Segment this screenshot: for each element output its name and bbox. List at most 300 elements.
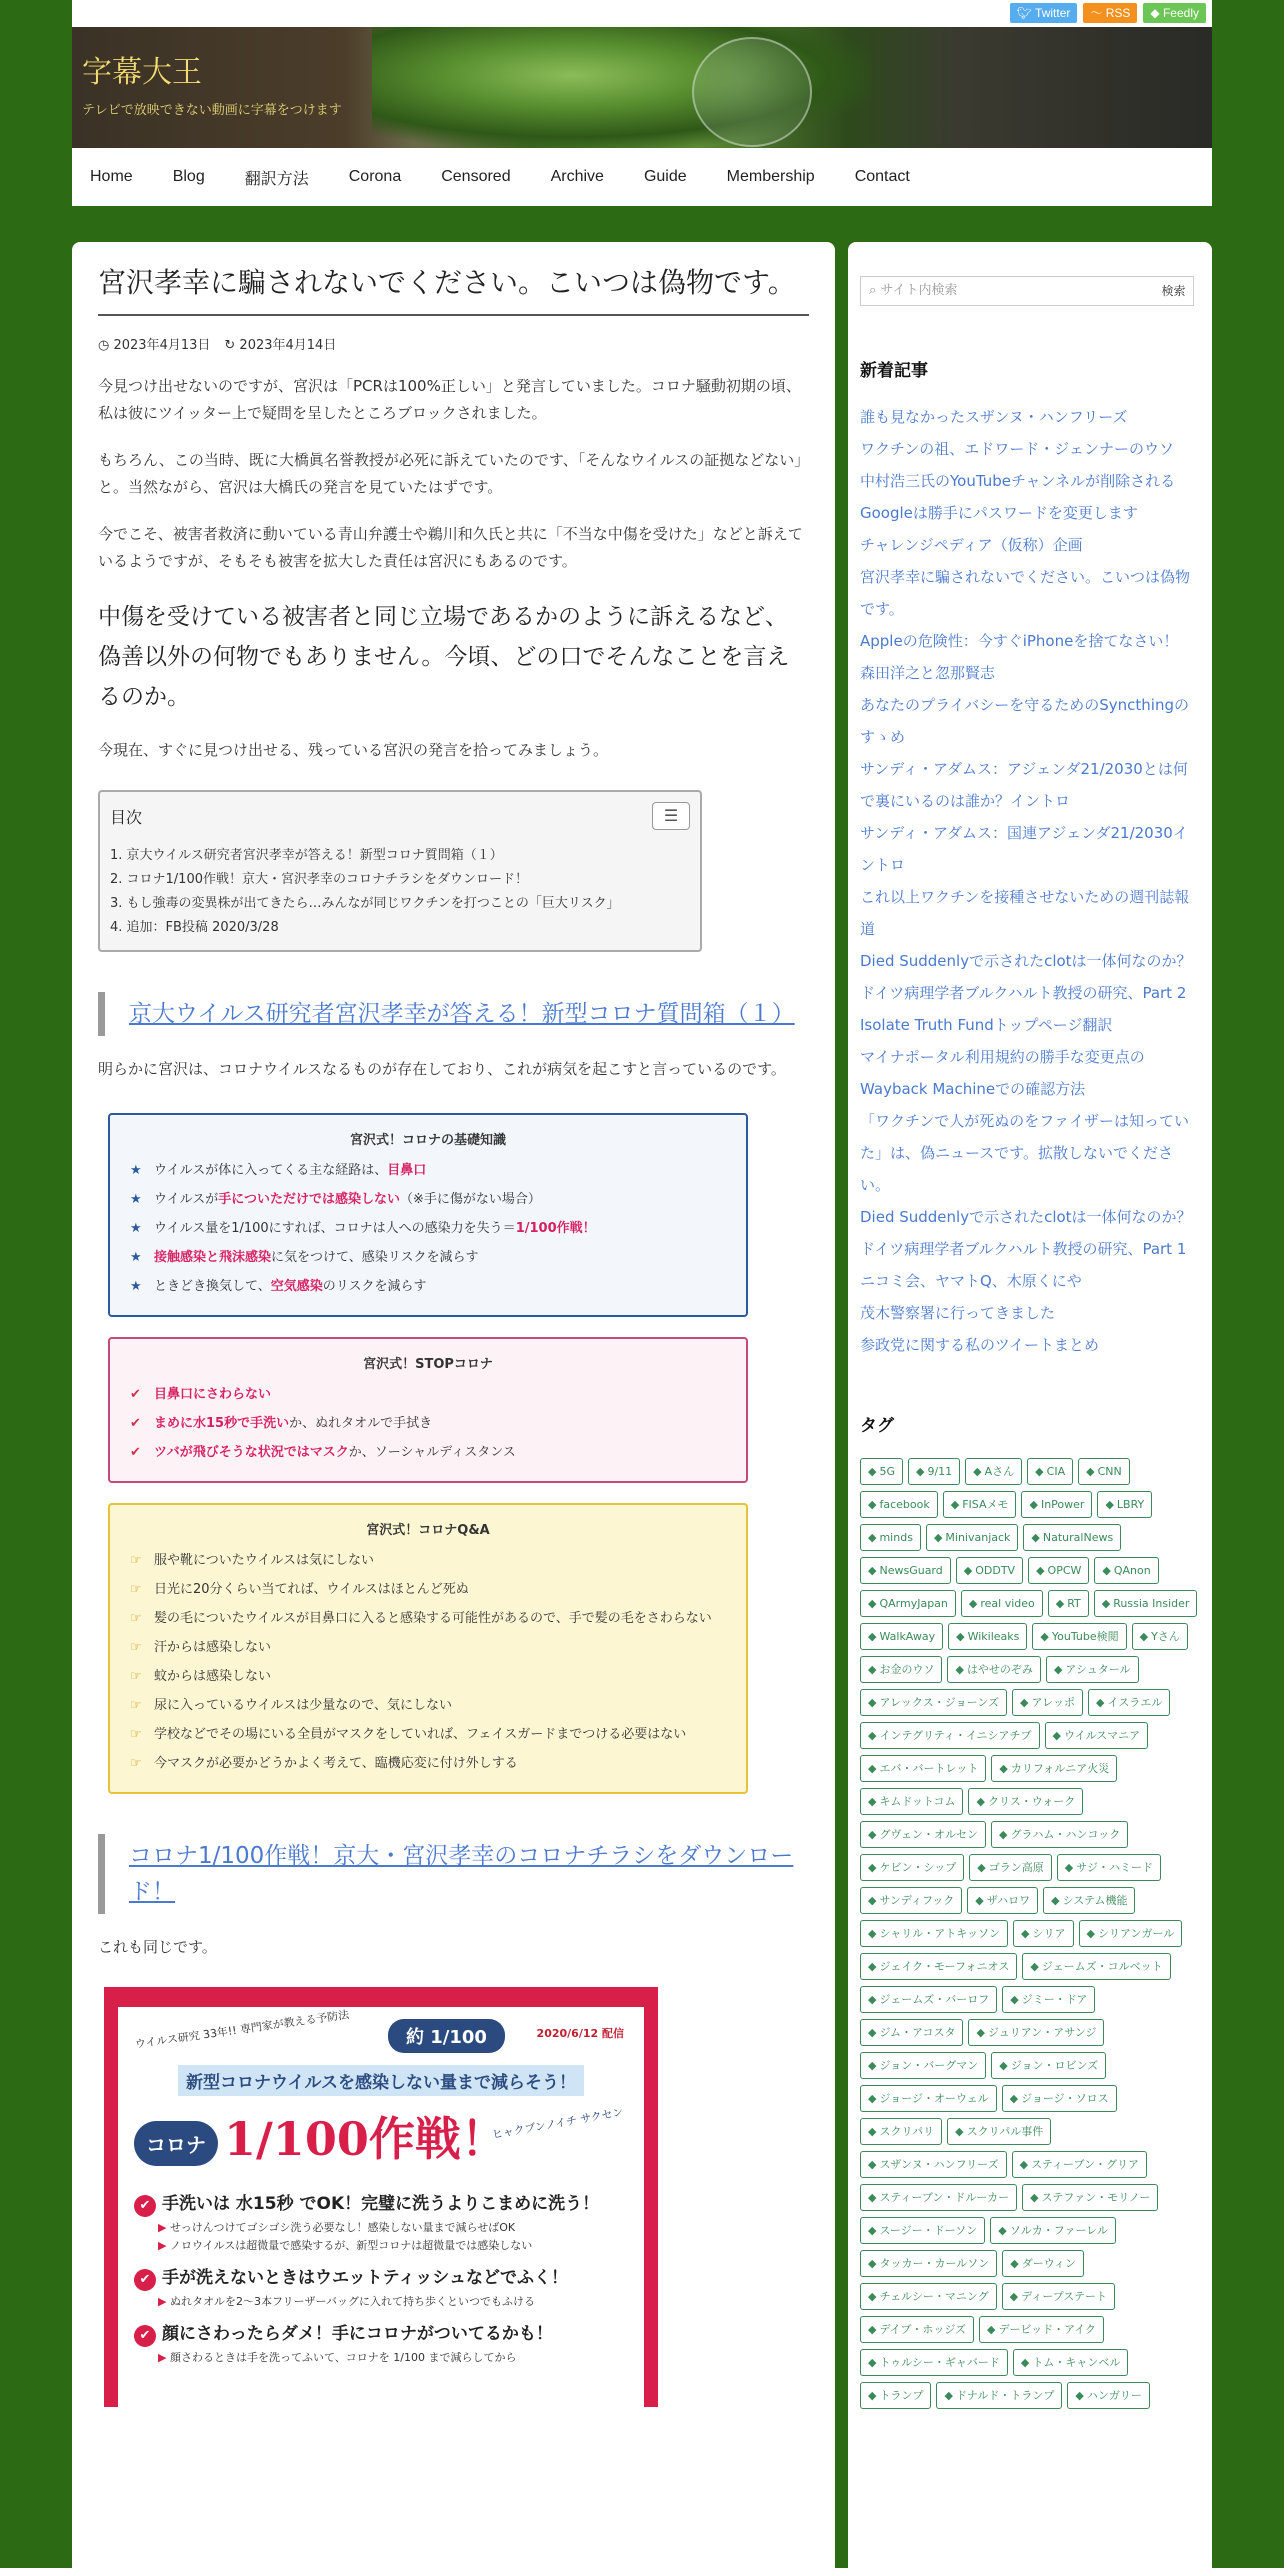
twitter-link[interactable] (1010, 3, 1078, 23)
flyer-kana: ヒャクブンノイチ サクセン (490, 2105, 625, 2142)
tag-label: QAnon (1113, 1564, 1151, 1577)
tag-label: グラハム・ハンコック (1010, 1828, 1121, 1841)
recent-post-link[interactable]: 「ワクチンで人が死ぬのをファイザーは知っていた」は、偽ニュースです。拡散しないでください。 (860, 1112, 1189, 1194)
tag-icon: ◆ (950, 1498, 960, 1511)
tag-icon: ◆ (1086, 1465, 1095, 1478)
tag-link[interactable] (860, 2283, 997, 2310)
article (72, 242, 835, 2568)
tag-link[interactable] (1002, 2250, 1084, 2277)
list-item (130, 1633, 726, 1662)
tag-link[interactable] (908, 1458, 960, 1485)
tag-label: ジェイク・モーフォニオス (879, 1960, 1010, 1973)
recent-post-link[interactable]: 誰も見なかったスザンヌ・ハンフリーズ (860, 408, 1128, 426)
published-date-text: 2023年4月13日 (113, 338, 211, 353)
tag-link[interactable] (1021, 1491, 1092, 1518)
tag-icon: ◆ (1052, 1729, 1061, 1742)
item-emphasis: 目鼻口 (387, 1163, 427, 1178)
toc-toggle-button[interactable] (652, 802, 690, 830)
item-text: 日光に20分くらい当てれば、ウイルスはほとんど死ぬ (154, 1582, 469, 1597)
paragraph-3: 今でこそ、被害者救済に動いている青山弁護士や鵜川和久氏と共に「不当な中傷を受けた」などと訴えているようですが、そもそも被害を拡大した責任は宮沢にもあるのです。 (98, 525, 803, 570)
item-emphasis: 空気感染 (270, 1279, 323, 1294)
tag-link[interactable] (936, 2382, 1062, 2409)
tag-link[interactable] (860, 1491, 938, 1518)
tag-label: タッカー・カールソン (879, 2257, 990, 2270)
item-emphasis: 1/100作戦！ (515, 1221, 596, 1236)
list-item (130, 1604, 726, 1633)
tag-link[interactable] (860, 1821, 986, 1848)
qa-list (130, 1546, 726, 1778)
tag-label: トランプ (879, 2389, 924, 2402)
tag-icon: ◆ (868, 2356, 877, 2369)
list-item (130, 1749, 726, 1778)
recent-post-link[interactable]: Appleの危険性：今すぐiPhoneを捨てなさい！ (860, 632, 1179, 650)
item-text: （※手に傷がない場合） (399, 1192, 541, 1207)
tag-link[interactable] (1012, 1689, 1083, 1716)
nav-corona[interactable]: Corona (348, 168, 402, 185)
tag-label: minds (879, 1531, 913, 1544)
search-placeholder: サイト内検索 (880, 283, 958, 298)
tag-icon: ◆ (976, 2026, 985, 2039)
tag-label: イスラエル (1107, 1696, 1163, 1709)
tag-label: ディープステート (1021, 2290, 1108, 2303)
recent-post-link[interactable]: Died Suddenlyで示されたclotは一体何なのか？ドイツ病理学者ブルクハルト教授の研究、Part 1 (860, 1208, 1192, 1258)
list-item (130, 1662, 726, 1691)
item-text: 髪の毛についたウイルスが目鼻口に入ると感染する可能性があるので、手で髪の毛をさわらない (154, 1611, 712, 1626)
tag-link[interactable] (860, 1953, 1017, 1980)
tag-link[interactable] (860, 1920, 1008, 1947)
tag-label: トム・キャンベル (1032, 2356, 1121, 2369)
tag-link[interactable] (1057, 1854, 1161, 1881)
tag-link[interactable] (1094, 1557, 1158, 1584)
tag-link[interactable] (926, 1524, 1018, 1551)
tag-icon: ◆ (868, 1729, 877, 1742)
tag-icon: ◆ (1086, 1927, 1095, 1940)
tag-link[interactable] (1043, 1887, 1135, 1914)
tag-icon: ◆ (1101, 1597, 1111, 1610)
paragraph-4: 今現在、すぐに見つけ出せる、残っている宮沢の発言を拾ってみましょう。 (98, 741, 609, 759)
tag-label: FISAメモ (962, 1498, 1009, 1511)
list-item (130, 1691, 726, 1720)
tag-icon: ◆ (916, 1465, 925, 1478)
nav-translation[interactable]: 翻訳方法 (244, 170, 309, 188)
tag-label: スージー・ドーソン (879, 2224, 978, 2237)
rss-link[interactable] (1083, 3, 1137, 23)
flyer-note (158, 2237, 532, 2253)
flyer-corona-badge: コロナ (134, 2121, 218, 2166)
lead-heading: 中傷を受けている被害者と同じ立場であるかのように訴えるなど、偽善以外の何物でもありません。今頃、どの口でそんなことを言えるのか。 (98, 604, 790, 710)
item-emphasis: 手についただけでは感染しない (218, 1192, 400, 1207)
site-title[interactable]: 字幕大王 (82, 55, 202, 90)
list-item (130, 1575, 726, 1604)
tag-label: サンディフック (879, 1894, 955, 1907)
flyer-point-text: 手洗いは 水15秒 でOK！完璧に洗うよりこまめに洗う！ (162, 2194, 600, 2214)
flyer-note-text: 顔さわるときは手を洗ってふいて、コロナを 1/100 まで減らしてから (169, 2351, 517, 2364)
tag-link[interactable] (860, 2250, 997, 2277)
recent-post-link[interactable]: サンディ・アダムス：国連アジェンダ21/2030イントロ (860, 824, 1188, 874)
tag-link[interactable] (1046, 1656, 1139, 1683)
check-circle-icon: ✔ (130, 1416, 141, 1431)
item-emphasis: 接触感染と飛沫感染 (154, 1250, 272, 1265)
check-icon: ✔ (134, 2195, 156, 2217)
tag-label: InPower (1040, 1498, 1085, 1511)
item-text: ウイルス量を1/100にすれば、コロナは人への感染力を失う＝ (154, 1221, 516, 1236)
tag-link[interactable] (947, 1656, 1040, 1683)
tag-icon: ◆ (1035, 1465, 1044, 1478)
star-icon: ★ (130, 1163, 142, 1178)
tag-link[interactable] (860, 1590, 956, 1617)
tag-link[interactable] (991, 2052, 1106, 2079)
star-icon: ★ (130, 1250, 142, 1265)
tag-link[interactable] (860, 1689, 1007, 1716)
tag-icon: ◆ (999, 1762, 1008, 1775)
tag-link[interactable] (860, 1854, 964, 1881)
flyer-point (134, 2319, 553, 2347)
tag-icon: ◆ (1053, 1663, 1063, 1676)
tag-label: ジョン・バーグマン (879, 2059, 979, 2072)
tag-label: Minivanjack (945, 1531, 1011, 1544)
recent-post-link[interactable]: マイナポータル利用規約の勝手な変更点のWayback Machineでの確認方法 (860, 1048, 1145, 1098)
pointing-hand-icon: ☞ (130, 1640, 142, 1655)
flyer-note-text: ぬれタオルを2〜3本フリーザーバッグに入れて持ち歩くといつでもふける (169, 2295, 535, 2308)
tag-icon: ◆ (868, 2191, 877, 2204)
star-icon: ★ (130, 1221, 142, 1236)
section-heading-1-link[interactable]: 京大ウイルス研究者宮沢孝幸が答える！新型コロナ質問箱（１） (129, 1001, 795, 1027)
tag-label: NaturalNews (1042, 1531, 1114, 1544)
tag-label: アシュタール (1065, 1663, 1131, 1676)
recent-post-link[interactable]: 森田洋之と忽那賢志 (860, 664, 996, 682)
tag-link[interactable] (1078, 1458, 1130, 1485)
item-text: 今マスクが必要かどうかよく考えて、臨機応変に付け外しする (154, 1756, 518, 1771)
tag-icon: ◆ (1021, 1927, 1030, 1940)
tag-label: シャリル・アトキッソン (879, 1927, 1001, 1940)
tag-label: チェルシー・マニング (879, 2290, 989, 2303)
tag-link[interactable] (1088, 1689, 1170, 1716)
paragraph-2: もちろん、この当時、既に大橋眞名誉教授が必死に訴えていたのです、「そんなウイルスの証拠などない」と。当然ながら、宮沢は大橋氏の発言を見ていたはずです。 (98, 451, 802, 496)
tag-link[interactable] (860, 1887, 962, 1914)
tag-link[interactable] (1022, 2184, 1158, 2211)
basic-knowledge-box (108, 1113, 748, 1317)
tag-label: real video (980, 1597, 1035, 1610)
tag-label: デイブ・ホッジズ (879, 2323, 967, 2336)
flyer-note-text: せっけんつけてゴシゴシ洗う必要なし！感染しない量まで減らせばOK (169, 2221, 516, 2234)
tag-link[interactable] (947, 2118, 1051, 2145)
tag-link[interactable] (860, 1755, 986, 1782)
paragraph-6: これも同じです。 (98, 1938, 217, 1956)
item-text: 蚊からは感染しない (154, 1669, 272, 1684)
nav-guide[interactable]: Guide (643, 168, 687, 185)
tag-link[interactable] (968, 2019, 1104, 2046)
tag-link[interactable] (1027, 1458, 1073, 1485)
tag-label: OPCW (1047, 1564, 1082, 1577)
tag-icon: ◆ (1030, 2191, 1039, 2204)
tag-link[interactable] (991, 1821, 1128, 1848)
tag-label: Russia Insider (1113, 1597, 1190, 1610)
tag-link[interactable] (1032, 1623, 1126, 1650)
tag-icon: ◆ (933, 1531, 943, 1544)
recent-post-link[interactable]: ワクチンの祖、エドワード・ジェンナーのウソ (860, 440, 1174, 458)
tag-label: スクリパリ (879, 2125, 935, 2138)
search-input[interactable] (860, 276, 1155, 306)
tag-label: スティーブン・ドルーカー (879, 2191, 1010, 2204)
tag-link[interactable] (1028, 1557, 1089, 1584)
tag-link[interactable] (1079, 1920, 1183, 1947)
tag-icon: ◆ (973, 1465, 982, 1478)
tag-label: アレッポ (1031, 1696, 1075, 1709)
tag-label: デービッド・アイク (998, 2323, 1096, 2336)
top-bar (72, 0, 1212, 27)
list-item (130, 1272, 726, 1301)
star-icon: ★ (130, 1279, 142, 1294)
toc-item[interactable]: 4. 追加：FB投稿 2020/3/28 (110, 920, 279, 935)
tag-label: ケビン・シップ (879, 1861, 957, 1874)
tag-icon: ◆ (955, 1663, 964, 1676)
item-emphasis: ツバが飛びそうな状況ではマスク (154, 1445, 349, 1460)
toc-title: 目次 (110, 807, 143, 827)
tag-link[interactable] (860, 2118, 942, 2145)
tag-link[interactable] (860, 2184, 1017, 2211)
tag-icon: ◆ (977, 1861, 986, 1874)
tag-link[interactable] (990, 2217, 1116, 2244)
nav-blog[interactable]: Blog (172, 168, 205, 185)
item-text: 学校などでその場にいる全員がマスクをしていれば、フェイスガードまでつける必要はない (154, 1727, 687, 1742)
tag-label: NewsGuard (879, 1564, 943, 1577)
list-item (130, 1156, 726, 1185)
feedly-link[interactable] (1143, 3, 1206, 23)
tag-link[interactable] (1012, 2151, 1147, 2178)
tag-link[interactable] (860, 1524, 921, 1551)
tag-link[interactable] (1013, 1920, 1073, 1947)
item-text: に気をつけて、感染リスクを減らす (271, 1250, 479, 1265)
check-circle-icon: ✔ (130, 1387, 141, 1402)
post-title: 宮沢孝幸に騙されないでください。こいつは偽物です。 (98, 260, 809, 316)
item-emphasis: まめに水15秒で手洗い (154, 1416, 290, 1431)
flyer-point-text: 顔にさわったらダメ！手にコロナがついてるかも！ (162, 2324, 553, 2344)
tag-icon: ◆ (868, 1960, 877, 1973)
triangle-icon: ▶ (158, 2351, 170, 2364)
nav-home[interactable]: Home (90, 168, 133, 185)
pointing-hand-icon: ☞ (130, 1553, 142, 1568)
tag-label: WalkAway (879, 1630, 936, 1643)
tag-label: グヴェン・オルセン (879, 1828, 979, 1841)
tag-link[interactable] (860, 1458, 903, 1485)
tag-icon: ◆ (1019, 2158, 1029, 2171)
tag-link[interactable] (948, 1623, 1027, 1650)
tag-icon: ◆ (1055, 1597, 1065, 1610)
tag-link[interactable] (860, 2019, 963, 2046)
tag-link[interactable] (956, 1557, 1023, 1584)
tag-link[interactable] (860, 2052, 986, 2079)
search-icon: ⌕ (869, 283, 881, 298)
tag-label: QArmyJapan (879, 1597, 948, 1610)
tag-icon: ◆ (868, 1993, 877, 2006)
tag-icon: ◆ (868, 1663, 877, 1676)
main-nav (72, 148, 1212, 206)
nav-membership[interactable]: Membership (726, 168, 815, 185)
tag-link[interactable] (860, 1656, 942, 1683)
toc-list (110, 844, 690, 940)
item-text: か、ソーシャルディスタンス (348, 1445, 516, 1460)
tag-link[interactable] (969, 1854, 1051, 1881)
tag-link[interactable] (1013, 2349, 1128, 2376)
tag-link[interactable] (968, 1788, 1083, 1815)
tag-link[interactable] (860, 2316, 974, 2343)
tag-link[interactable] (1048, 1590, 1089, 1617)
list-item (130, 1546, 726, 1575)
nav-censored[interactable]: Censored (441, 168, 511, 185)
list-item (130, 1438, 726, 1467)
updated-date-text: 2023年4月14日 (239, 338, 337, 353)
tag-link[interactable] (979, 2316, 1104, 2343)
tag-link[interactable] (1002, 2085, 1117, 2112)
list-item (130, 1185, 726, 1214)
site-search (860, 276, 1200, 306)
tag-label: クリス・ウォーク (987, 1795, 1076, 1808)
tag-icon: ◆ (868, 2389, 877, 2402)
tag-label: LBRY (1116, 1498, 1145, 1511)
flyer-headline (134, 2103, 507, 2169)
toc-item[interactable]: 3. もし強毒の変異株が出てきたら…みんなが同じワクチンを打つことの「巨大リスク」 (110, 896, 620, 911)
tag-link[interactable] (860, 1986, 997, 2013)
tag-link[interactable] (961, 1590, 1043, 1617)
tag-link[interactable] (1045, 1722, 1149, 1749)
toc-item[interactable]: 1. 京大ウイルス研究者宮沢孝幸が答える！新型コロナ質問箱（１） (110, 848, 503, 863)
tag-label: ウイルスマニア (1063, 1729, 1141, 1742)
recent-post-link[interactable]: チャレンジペディア（仮称）企画 (860, 536, 1083, 554)
tag-icon: ◆ (1020, 1696, 1029, 1709)
tag-link[interactable] (1067, 2382, 1149, 2409)
tag-label: ドナルド・トランプ (955, 2389, 1055, 2402)
tag-link[interactable] (860, 1557, 951, 1584)
box-title: 宮沢式！コロナの基礎知識 (349, 1133, 506, 1148)
triangle-icon: ▶ (158, 2221, 170, 2234)
check-icon: ✔ (134, 2269, 156, 2291)
tag-icon: ◆ (956, 1630, 965, 1643)
nav-archive[interactable]: Archive (550, 168, 604, 185)
tags-title: タグ (860, 1416, 894, 1436)
recent-post-link[interactable]: あなたのプライバシーを守るためのSyncthingのすゝめ (860, 696, 1189, 746)
feedly-icon: ◆ (1150, 6, 1163, 20)
tag-link[interactable] (860, 2382, 931, 2409)
tag-link[interactable] (991, 1755, 1117, 1782)
tag-link[interactable] (860, 1623, 943, 1650)
tag-label: ハンガリー (1086, 2389, 1142, 2402)
tag-link[interactable] (860, 2217, 985, 2244)
pointing-hand-icon: ☞ (130, 1611, 142, 1626)
tag-icon: ◆ (1105, 1498, 1114, 1511)
tag-link[interactable] (943, 1491, 1017, 1518)
check-circle-icon: ✔ (130, 1445, 141, 1460)
tag-link[interactable] (860, 1788, 963, 1815)
paragraph-1: 今見つけ出せないのですが、宮沢は「PCRは100%正しい」と発言していました。コロナ騒動初期の頃、私は彼にツイッター上で疑問を呈したところブロックされました。 (98, 377, 801, 422)
tag-label: ジェームズ・バーロフ (879, 1993, 990, 2006)
recent-post-link[interactable]: Died Suddenlyで示されたclotは一体何なのか？ドイツ病理学者ブルクハルト教授の研究、Part 2 (860, 952, 1192, 1002)
tag-label: Yさん (1151, 1630, 1180, 1643)
tag-link[interactable] (1022, 1953, 1170, 1980)
recent-post-link[interactable]: Googleは勝手にパスワードを変更します (860, 504, 1138, 522)
recent-post-link[interactable]: 宮沢孝幸に騙されないでください。こいつは偽物です。 (860, 568, 1191, 618)
list-item (130, 1409, 726, 1438)
recent-post-link[interactable]: 中村浩三氏のYouTubeチャンネルが削除される (860, 472, 1176, 490)
tag-icon: ◆ (1075, 2389, 1084, 2402)
tag-label: カリフォルニア火災 (1010, 1762, 1110, 1775)
flyer-note (158, 2349, 516, 2365)
tag-label: ジョン・ロビンズ (1010, 2059, 1099, 2072)
tag-icon: ◆ (1064, 1861, 1074, 1874)
tag-link[interactable] (965, 1458, 1022, 1485)
recent-post-link[interactable]: 茂木警察署に行ってきました (860, 1304, 1056, 1322)
tag-icon: ◆ (868, 1564, 877, 1577)
tag-link[interactable] (1132, 1623, 1188, 1650)
recent-post-link[interactable]: 参政党に関する私のツイートまとめ (860, 1336, 1099, 1354)
tag-icon: ◆ (868, 2158, 877, 2171)
star-icon: ★ (130, 1192, 142, 1207)
tag-link[interactable] (1023, 1524, 1121, 1551)
flyer-note (158, 2219, 515, 2235)
tag-icon: ◆ (868, 2224, 877, 2237)
tag-link[interactable] (967, 1887, 1038, 1914)
item-text: 服や靴についたウイルスは気にしない (154, 1553, 374, 1568)
site-header (72, 27, 1212, 148)
box-title: 宮沢式！STOPコロナ (363, 1357, 493, 1372)
flyer-date: 2020/6/12 配信 (536, 2027, 624, 2040)
tag-link[interactable] (1097, 1491, 1152, 1518)
flyer-subtitle: 新型コロナウイルスを感染しない量まで減らそう！ (178, 2065, 584, 2096)
tag-label: CIA (1046, 1465, 1066, 1478)
item-emphasis: 目鼻口にさわらない (154, 1387, 272, 1402)
twitter-icon: 🐦︎ (1016, 6, 1036, 20)
search-button[interactable]: 検索 (1154, 276, 1194, 306)
tag-icon: ◆ (999, 2059, 1008, 2072)
basic-knowledge-list (130, 1156, 726, 1301)
tag-icon: ◆ (1009, 2092, 1019, 2105)
tag-icon: ◆ (944, 2389, 953, 2402)
tag-icon: ◆ (976, 1795, 985, 1808)
recent-post-link[interactable]: Isolate Truth Fundトップページ翻訳 (860, 1016, 1113, 1034)
tag-icon: ◆ (868, 1795, 877, 1808)
item-text: 汗からは感染しない (154, 1640, 272, 1655)
recent-post-link[interactable]: サンディ・アダムス：アジェンダ21/2030とは何で裏にいるのは誰か？イントロ (860, 760, 1188, 810)
updated-date (224, 334, 336, 353)
tag-label: ジョージ・オーウェル (879, 2092, 989, 2105)
tag-link[interactable] (860, 2349, 1008, 2376)
recent-post-link[interactable]: これ以上ワクチンを接種させないための週刊誌報道 (860, 888, 1190, 938)
tag-icon: ◆ (868, 1696, 877, 1709)
toc-item[interactable]: 2. コロナ1/100作戦！京大・宮沢孝幸のコロナチラシをダウンロード！ (110, 872, 528, 887)
tag-icon: ◆ (868, 2092, 877, 2105)
flyer-image[interactable] (104, 1987, 658, 2407)
tag-label: スザンヌ・ハンフリーズ (879, 2158, 999, 2171)
tag-link[interactable] (1002, 1986, 1095, 2013)
tag-icon: ◆ (868, 1762, 877, 1775)
tag-label: ジョージ・ソロス (1021, 2092, 1109, 2105)
tag-icon: ◆ (1031, 1531, 1040, 1544)
recent-post-link[interactable]: ニコミ会、ヤマトQ、木原くにや (860, 1272, 1082, 1290)
flyer-tag: ウイルス研究 33年!! 専門家が教える予防法 (134, 2008, 350, 2051)
tag-link[interactable] (860, 2085, 997, 2112)
box-title: 宮沢式！コロナQ&A (366, 1523, 490, 1538)
item-text: 尿に入っているウイルスは少量なので、気にしない (154, 1698, 452, 1713)
section-heading-2-link[interactable]: コロナ1/100作戦！京大・宮沢孝幸のコロナチラシをダウンロード！ (129, 1843, 794, 1905)
tag-icon: ◆ (1102, 1564, 1111, 1577)
tag-link[interactable] (1094, 1590, 1198, 1617)
tag-label: スティーブン・グリア (1031, 2158, 1139, 2171)
tag-label: システム機能 (1062, 1894, 1128, 1907)
tag-link[interactable] (1002, 2283, 1115, 2310)
tag-link[interactable] (860, 2151, 1007, 2178)
tag-label: ODDTV (975, 1564, 1016, 1577)
tag-link[interactable] (860, 1722, 1040, 1749)
nav-contact[interactable]: Contact (854, 168, 910, 185)
